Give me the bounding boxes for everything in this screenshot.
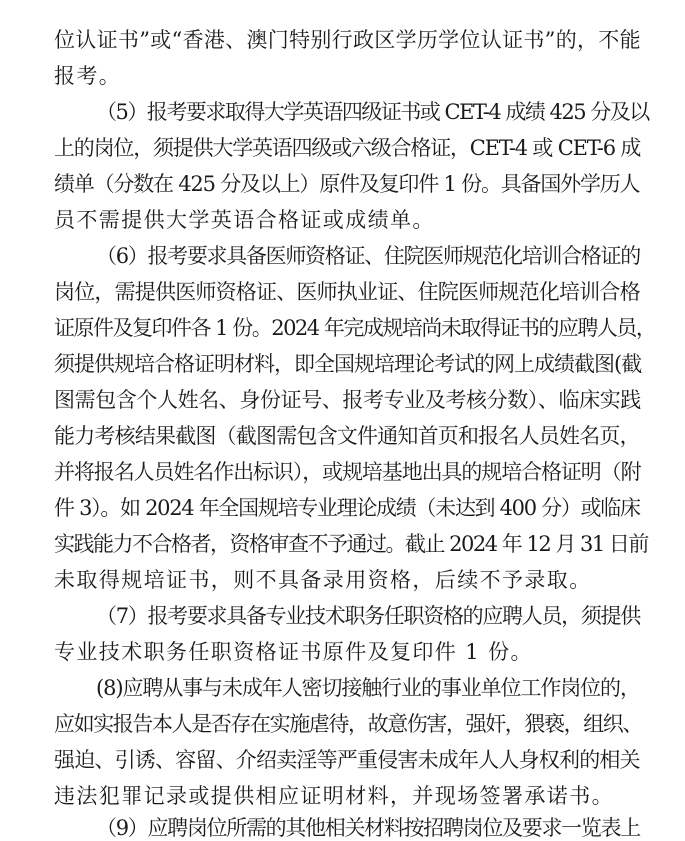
text-line: 未取得规培证书，则不具备录用资格，后续不予录取。 [54, 568, 592, 592]
text-line: 员不需提供大学英语合格证或成绩单。 [54, 208, 435, 232]
text-line: (8)应聘从事与未成年人密切接触行业的事业单位工作岗位的， [96, 676, 640, 700]
text-line: 并将报名人员姓名作出标识），或规培基地出具的规培合格证明（附 [54, 460, 641, 484]
text-line: 违法犯罪记录或提供相应证明材料，并现场签署承诺书。 [54, 784, 614, 808]
text-line: 应如实报告本人是否存在实施虐待，故意伤害，强奸，猥亵，组织、 [54, 712, 642, 736]
text-line: 件 3）。如 2024 年全国规培专业理论成绩（未达到 400 分）或临床 [54, 496, 640, 520]
text-line: 岗位，需提供医师资格证、医师执业证、住院医师规范化培训合格 [54, 280, 640, 304]
text-line: 强迫、引诱、容留、介绍卖淫等严重侵害未成年人人身权利的相关 [54, 748, 640, 772]
text-line: 绩单（分数在 425 分及以上）原件及复印件 1 份。具备国外学历人 [54, 172, 640, 196]
text-line: 实践能力不合格者，资格审查不予通过。截止 2024 年 12 月 31 日前 [54, 532, 648, 556]
text-line: 报考。 [54, 64, 122, 88]
text-line: 上的岗位，须提供大学英语四级或六级合格证，CET-4 或 CET-6 成 [54, 136, 641, 160]
text-line: （7）报考要求具备专业技术职务任职资格的应聘人员，须提供 [96, 604, 640, 628]
text-line: 须提供规培合格证明材料，即全国规培理论考试的网上成绩截图(截 [54, 352, 642, 376]
text-line: 专业技术职务任职资格证书原件及复印件 1 份。 [54, 640, 533, 664]
text-line: 能力考核结果截图（截图需包含文件通知首页和报名人员姓名页， [54, 424, 640, 448]
text-line: （6）报考要求具备医师资格证、住院医师规范化培训合格证的 [96, 244, 640, 268]
text-line: （5）报考要求取得大学英语四级证书或 CET-4 成绩 425 分及以 [96, 100, 649, 124]
text-line: （9）应聘岗位所需的其他相关材料按招聘岗位及要求一览表上 [96, 816, 640, 840]
text-line: 证原件及复印件各 1 份。2024 年完成规培尚未取得证书的应聘人员， [54, 316, 656, 340]
text-line: 图需包含个人姓名、身份证号、报考专业及考核分数）、临床实践 [54, 388, 641, 412]
text-line: 位认证书”或“香港、澳门特别行政区学历学位认证书”的，不能 [54, 28, 641, 52]
